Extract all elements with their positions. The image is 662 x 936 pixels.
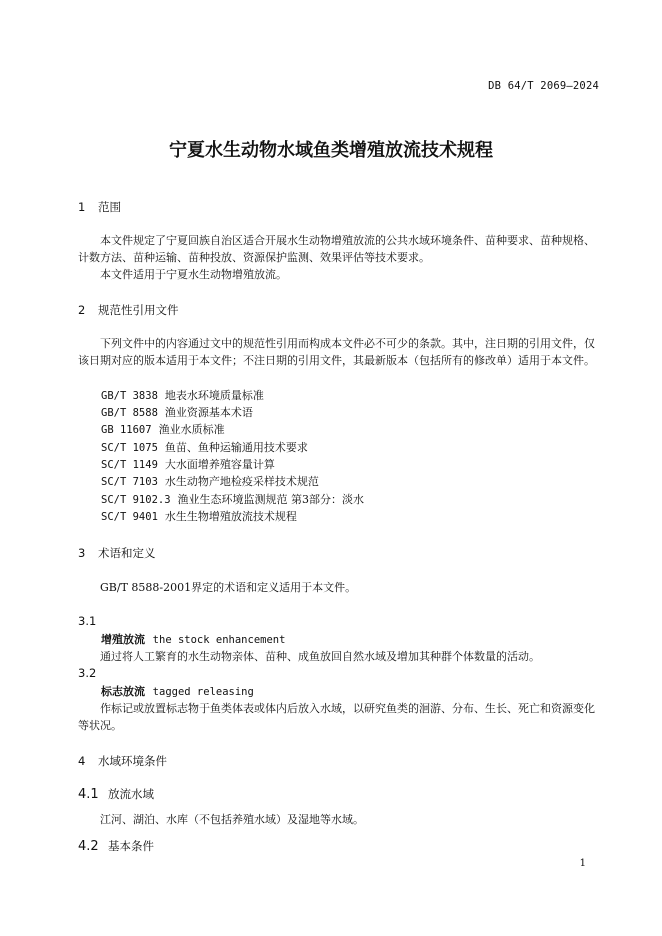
section-title: 水域环境条件 [98, 754, 167, 768]
document-code: DB 64/T 2069—2024 [488, 80, 599, 92]
term-definition: 作标记或放置标志物于鱼类体表或体内后放入水域，以研究鱼类的洄游、分布、生长、死亡和资源变化等状况。 [78, 702, 595, 733]
subsection-4-2-heading [78, 838, 154, 854]
subsection-number: 4.2 [78, 839, 99, 854]
section-number: 1 [78, 200, 86, 214]
section-number: 3 [78, 546, 86, 560]
reference-item: SC/T 7103 水生动物产地检疫采样技术规范 [101, 475, 319, 488]
subsection-4-1-heading [78, 786, 154, 802]
section-2-heading [78, 302, 179, 318]
reference-item: SC/T 1075 鱼苗、鱼种运输通用技术要求 [101, 441, 308, 454]
term-number: 3.1 [78, 614, 97, 628]
term-number: 3.2 [78, 666, 97, 680]
reference-item: GB 11607 渔业水质标准 [101, 423, 225, 436]
subsection-title: 放流水域 [108, 787, 154, 801]
term-english: tagged releasing [152, 686, 254, 698]
section-title: 术语和定义 [98, 546, 156, 560]
section-1-heading [78, 199, 121, 215]
release-waters-paragraph: 江河、湖泊、水库（不包括养殖水域）及湿地等水域。 [100, 813, 364, 826]
document-title: 宁夏水生动物水域鱼类增殖放流技术规程 [169, 140, 493, 161]
reference-item: SC/T 1149 大水面增养殖容量计算 [101, 458, 275, 471]
reference-item: GB/T 3838 地表水环境质量标准 [101, 389, 264, 402]
section-number: 4 [78, 754, 86, 768]
scope-paragraph-2: 本文件适用于宁夏水生动物增殖放流。 [100, 268, 287, 281]
terms-intro-paragraph: GB/T 8588-2001界定的术语和定义适用于本文件。 [100, 581, 357, 594]
section-number: 2 [78, 303, 86, 317]
subsection-number: 4.1 [78, 787, 99, 802]
scope-paragraph-1: 本文件规定了宁夏回族自治区适合开展水生动物增殖放流的公共水域环境条件、苗种要求、苗种规格、计数方法、苗种运输、苗种投放、资源保护监测、效果评估等技术要求。 [78, 234, 595, 265]
term-chinese: 标志放流 [101, 685, 145, 698]
normative-references-paragraph: 下列文件中的内容通过文中的规范性引用而构成本文件必不可少的条款。其中，注日期的引用文件，仅该日期对应的版本适用于本文件；不注日期的引用文件，其最新版本（包括所有的修改单）适用于本文件。 [78, 337, 595, 368]
term-definition: 通过将人工繁育的水生动物亲体、苗种、成鱼放回自然水域及增加其种群个体数量的活动。 [100, 650, 540, 663]
reference-item: GB/T 8588 渔业资源基本术语 [101, 406, 253, 419]
page-number: 1 [579, 858, 586, 869]
section-title: 范围 [98, 200, 121, 214]
reference-item: SC/T 9401 水生生物增殖放流技术规程 [101, 510, 297, 523]
subsection-title: 基本条件 [108, 839, 154, 853]
term-heading [101, 683, 254, 699]
term-heading [101, 631, 285, 647]
term-chinese: 增殖放流 [101, 633, 145, 646]
section-4-heading [78, 753, 167, 769]
reference-item: SC/T 9102.3 渔业生态环境监测规范 第3部分：淡水 [101, 493, 365, 506]
section-title: 规范性引用文件 [98, 303, 179, 317]
term-english: the stock enhancement [152, 634, 286, 646]
section-3-heading [78, 545, 156, 561]
